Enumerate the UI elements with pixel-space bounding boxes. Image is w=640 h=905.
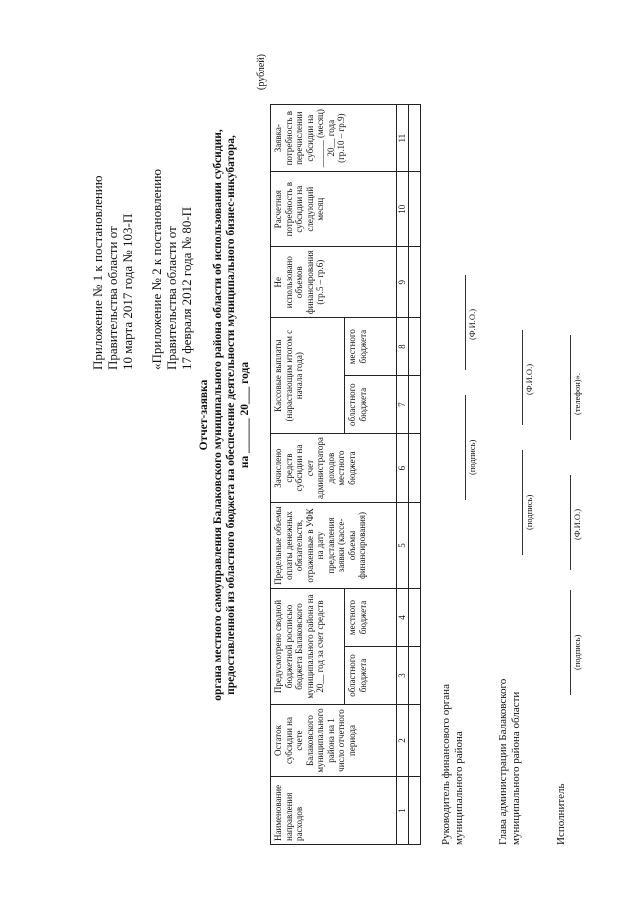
signature-caption: (подпись) <box>467 439 477 475</box>
col-header-3: областного бюджета <box>345 647 397 705</box>
title-line-3: предоставленной из областного бюджета на обеспечение деятельности муниципального бизнес-инкубатора, <box>225 135 237 695</box>
signature-line <box>522 450 523 555</box>
signature-line <box>570 590 571 695</box>
table-row <box>409 105 421 845</box>
col-num: 5 <box>397 503 409 589</box>
fio-caption: (Ф.И.О.) <box>524 363 534 395</box>
header-line-6: 17 февраля 2012 года № 80-П <box>179 206 194 370</box>
signature-caption: (подпись) <box>524 494 534 530</box>
signature-caption: (подпись) <box>572 634 582 670</box>
unit-label: (рублей) <box>256 53 267 90</box>
col-num: 10 <box>397 172 409 247</box>
col-num: 7 <box>397 376 409 434</box>
col-header-1: Наименование направления расходов <box>271 777 397 845</box>
col-header-4: местного бюджета <box>345 589 397 647</box>
col-num: 8 <box>397 318 409 376</box>
phone-line <box>570 335 571 440</box>
head-finance-line-2: муниципального района <box>453 731 465 845</box>
column-numbers-row <box>397 105 409 845</box>
col-header-10: Расчетная потребность в субсидии на следующий месяц <box>271 172 397 247</box>
col-header-9: Не использовано объемов финансирования (гр.5 – гр.6) <box>271 247 397 318</box>
fio-line <box>465 275 466 370</box>
col-num: 6 <box>397 434 409 503</box>
col-num: 11 <box>397 105 409 172</box>
header-line-3: 10 марта 2017 года № 103-П <box>120 213 135 370</box>
header-line-4: «Приложение № 2 к постановлению <box>149 169 164 370</box>
col-header-3-4: Предусмотрено сводной бюджетной росписью бюджета Балаковского муниципального района на 20__ год за счет средств <box>271 589 345 705</box>
head-admin-label <box>497 679 523 845</box>
fio-caption: (Ф.И.О.) <box>467 308 477 340</box>
header-line-2: Правительства области от <box>105 226 120 370</box>
fio-caption: (Ф.И.О.) <box>572 508 582 540</box>
header-line-5: Правительства области от <box>164 226 179 370</box>
fio-line <box>522 330 523 425</box>
col-num: 1 <box>397 777 409 845</box>
fio-line <box>570 475 571 570</box>
report-table <box>270 104 421 845</box>
col-header-11: Заявка-потребность в перечислении субсидии на ______ (месяц) 20__ года (гр.10 – гр.9) <box>271 105 397 172</box>
report-title <box>198 75 252 755</box>
head-admin-line-1: Глава администрации Балаковского <box>497 678 509 845</box>
executor-label: Исполнитель <box>555 783 567 845</box>
col-header-8: местного бюджета <box>345 318 397 376</box>
col-num: 2 <box>397 705 409 777</box>
col-header-2: Остаток субсидии на счете Балаковского муниципального района на 1 число отчетного периода <box>271 705 397 777</box>
phone-caption: (телефон)». <box>572 373 582 415</box>
head-finance-label <box>440 684 466 845</box>
title-line-2: органа местного самоуправления Балаковского муниципального района области об использовании субсидии, <box>211 129 224 701</box>
col-header-7: областного бюджета <box>345 376 397 434</box>
col-header-6: Зачислено средств субсидии на счет администратора доходов местного бюджета <box>271 434 397 503</box>
col-num: 4 <box>397 589 409 647</box>
appendix-header <box>90 169 194 370</box>
head-finance-line-1: Руководитель финансового органа <box>440 684 452 845</box>
col-header-7-8: Кассовые выплаты (нарастающим итогом с начала года) <box>271 318 345 434</box>
col-num: 9 <box>397 247 409 318</box>
header-line-1: Приложение № 1 к постановлению <box>90 175 105 370</box>
col-num: 3 <box>397 647 409 705</box>
title-line-1: Отчет-заявка <box>198 379 210 451</box>
col-header-5: Предельные объемы оплаты денежных обязательств, отраженные в УФК на дату представления заявки (кассе-объемы финансирования) <box>271 503 397 589</box>
signature-line <box>465 395 466 500</box>
title-line-4: на ______ 20___ года <box>238 361 251 469</box>
head-admin-line-2: муниципального района области <box>510 691 522 845</box>
